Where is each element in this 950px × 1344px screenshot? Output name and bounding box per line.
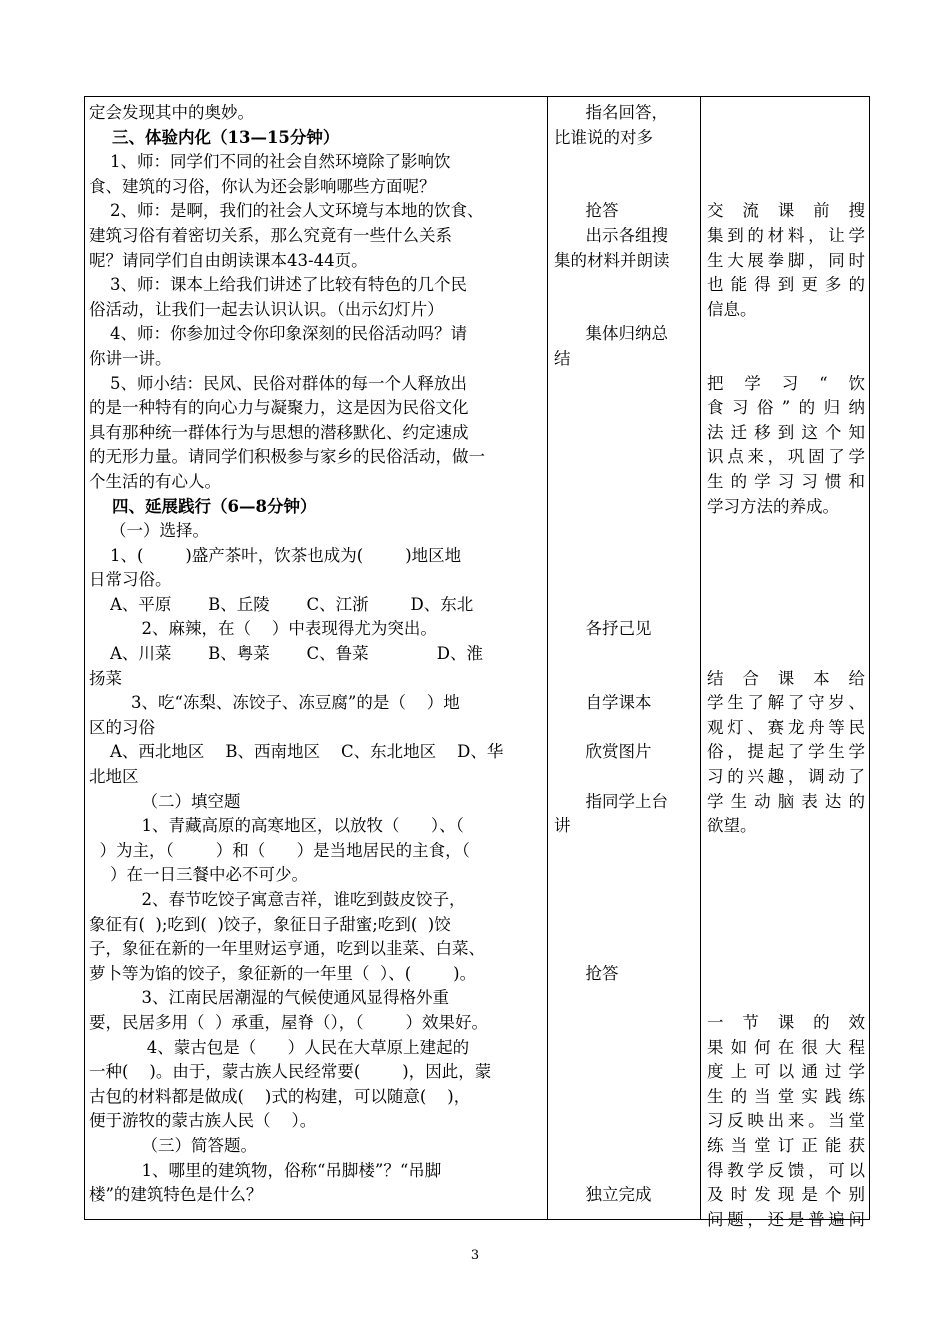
intent-line: 信息。 (707, 299, 757, 319)
blank-line (554, 568, 694, 593)
activity-line: 出示各组搜 (554, 225, 668, 245)
text-line: 具有那种统一群体行为与思想的潜移默化、约定速成 (89, 422, 469, 442)
intent-line: 也能得到更多的 (707, 275, 865, 295)
text-line: （二）填空题 (89, 791, 241, 811)
text-line: 扬菜 (89, 668, 122, 688)
activity-line: 集的材料并朗读 (554, 250, 670, 270)
blank-line (707, 986, 865, 1011)
activity-line: 结 (554, 348, 571, 368)
text-line: 呢？请同学们自由朗读课本43-44页。 (89, 250, 368, 270)
text-line: （三）简答题。 (89, 1135, 257, 1155)
blank-line (554, 667, 694, 692)
text-line: 便于游牧的蒙古族人民（ ）。 (89, 1111, 317, 1131)
text-line: A、平原 B、丘陵 C、江浙 D、东北 (89, 594, 474, 614)
blank-line (554, 495, 694, 520)
blank-line (707, 347, 865, 372)
blank-line (554, 273, 694, 298)
text-line: 3、吃“冻梨、冻饺子、冻豆腐”的是（ ）地 (89, 693, 460, 713)
blank-line (554, 913, 694, 938)
text-line: 象征有( );吃到( )饺子，象征日子甜蜜;吃到( )饺 (89, 914, 451, 934)
blank-line (707, 913, 865, 938)
blank-line (554, 1109, 694, 1134)
text-line: 子，象征在新的一年里财运亨通，吃到以韭菜、白菜、 (89, 939, 485, 959)
blank-line (707, 150, 865, 175)
text-line: 1、哪里的建筑物，俗称“吊脚楼”？“吊脚 (89, 1160, 442, 1180)
text-line: 古包的材料都是做成( )式的构建，可以随意( )， (89, 1086, 471, 1106)
text-line: 5、师小结：民风、民俗对群体的每一个人释放出 (89, 373, 467, 393)
intent-line: 俗，提起了学生学 (707, 742, 865, 762)
activity-line: 抢答 (554, 201, 619, 221)
blank-line (554, 396, 694, 421)
text-line: 3、江南民居潮湿的气候使通风显得格外重 (89, 988, 449, 1008)
blank-line (707, 888, 865, 913)
activity-line: 自学课本 (554, 693, 652, 713)
intent-line: 问题，还是普遍问 (707, 1209, 865, 1229)
blank-line (554, 445, 694, 470)
intent-line: 得教学反馈，可以 (707, 1160, 865, 1180)
intent-line: 集到的材料，让学 (707, 225, 865, 245)
intent-line: 观灯、赛龙舟等民 (707, 717, 865, 737)
text-line: 3、师：课本上给我们讲述了比较有特色的几个民 (89, 275, 467, 295)
blank-line (554, 298, 694, 323)
blank-line (707, 863, 865, 888)
blank-line (707, 175, 865, 200)
blank-line (554, 986, 694, 1011)
blank-line (554, 1159, 694, 1184)
intent-line: 学生了解了守岁、 (707, 693, 865, 713)
text-line: 你讲一讲。 (89, 348, 172, 368)
intent-line: 把学习“饮 (707, 373, 865, 393)
blank-line (554, 1036, 694, 1061)
teaching-process-column (85, 97, 548, 1219)
activity-line: 讲 (554, 816, 571, 836)
text-line: 的无形力量。请同学们积极参与家乡的民俗活动，做一 (89, 447, 485, 467)
blank-line (554, 937, 694, 962)
text-line: 日常习俗。 (89, 570, 172, 590)
text-line: 萝卜等为馅的饺子，象征新的一年里（ ）、( )。 (89, 963, 477, 983)
blank-line (707, 544, 865, 569)
text-line: 四、延展践行（6—8分钟） (89, 496, 317, 516)
text-line: 的是一种特有的向心力与凝聚力，这是因为民俗文化 (89, 398, 469, 418)
blank-line (554, 1134, 694, 1159)
text-line: 俗活动，让我们一起去认识认识。（出示幻灯片） (89, 299, 444, 319)
text-line: ）为主，（ ）和（ ）是当地居民的主食，（ (89, 840, 470, 860)
activity-line: 指同学上台 (554, 791, 668, 811)
text-line: 1、( )盛产茶叶，饮茶也成为( )地区地 (89, 545, 462, 565)
text-line: 2、麻辣，在（ ）中表现得尤为突出。 (89, 619, 437, 639)
text-line: 定会发现其中的奥妙。 (89, 103, 254, 122)
intent-line: 交流课前搜 (707, 201, 865, 221)
text-line: 4、师：你参加过令你印象深刻的民俗活动吗？请 (89, 324, 467, 344)
blank-line (707, 937, 865, 962)
blank-line (554, 544, 694, 569)
blank-line (554, 372, 694, 397)
activity-line: 指名回答， (554, 103, 668, 122)
intent-line: 习反映出来。当堂 (707, 1111, 865, 1131)
intent-line: 果如何在很大程 (707, 1037, 865, 1057)
blank-line (707, 568, 865, 593)
blank-line (554, 1085, 694, 1110)
page-number: 3 (470, 1248, 480, 1263)
text-line: 区的习俗 (89, 717, 155, 737)
text-line: 楼”的建筑特色是什么？ (89, 1185, 263, 1205)
intent-line: 习的兴趣，调动了 (707, 767, 865, 787)
intent-line: 欲望。 (707, 816, 757, 836)
blank-line (554, 421, 694, 446)
activity-line: 独立完成 (554, 1185, 652, 1205)
text-line: （一）选择。 (89, 521, 209, 541)
text-line: 北地区 (89, 767, 139, 787)
text-line: 1、青藏高原的高寒地区，以放牧（ ）、（ (89, 816, 464, 836)
blank-line (554, 765, 694, 790)
lesson-plan-table (84, 96, 870, 1229)
text-line: 三、体验内化（13—15分钟） (89, 127, 340, 147)
intent-line: 法迁移到这个知 (707, 422, 865, 442)
blank-line (707, 126, 865, 151)
blank-line (707, 101, 865, 126)
text-line: ）在一日三餐中必不可少。 (89, 865, 308, 885)
blank-line (554, 888, 694, 913)
text-line: 建筑习俗有着密切关系，那么究竟有一些什么关系 (89, 225, 452, 245)
blank-line (707, 593, 865, 618)
blank-line (554, 150, 694, 175)
blank-line (707, 519, 865, 544)
intent-line: 识点来，巩固了学 (707, 447, 865, 467)
student-activity-column (548, 97, 701, 1219)
intent-line: 生的学习习惯和 (707, 471, 865, 491)
activity-line: 欣赏图片 (554, 742, 652, 762)
blank-line (554, 642, 694, 667)
text-line: 个生活的有心人。 (89, 471, 221, 491)
blank-line (554, 593, 694, 618)
blank-line (707, 642, 865, 667)
intent-line: 学生动脑表达的 (707, 791, 865, 811)
intent-line: 生大展拳脚，同时 (707, 250, 865, 270)
intent-line: 结合课本给 (707, 668, 865, 688)
text-line: 要，民居多用（ ）承重，屋脊（），（ ）效果好。 (89, 1012, 488, 1032)
blank-line (554, 716, 694, 741)
intent-line: 练当堂订正能获 (707, 1135, 865, 1155)
intent-line: 学习方法的养成。 (707, 496, 839, 516)
text-line: A、西北地区 B、西南地区 C、东北地区 D、华 (89, 742, 504, 762)
blank-line (707, 839, 865, 864)
activity-line: 抢答 (554, 963, 619, 983)
blank-line (707, 617, 865, 642)
design-intent-column (701, 97, 871, 1229)
intent-line: 及时发现是个别 (707, 1185, 865, 1205)
activity-line: 比谁说的对多 (554, 127, 653, 147)
text-line: 2、春节吃饺子寓意吉祥，谁吃到鼓皮饺子， (89, 890, 466, 909)
intent-line: 食习俗”的归纳 (707, 398, 865, 418)
text-line: 食、建筑的习俗，你认为还会影响哪些方面呢？ (89, 176, 436, 196)
blank-line (554, 863, 694, 888)
blank-line (707, 962, 865, 987)
activity-line: 集体归纳总 (554, 324, 668, 344)
blank-line (554, 1011, 694, 1036)
text-line: 1、师：同学们不同的社会自然环境除了影响饮 (89, 152, 451, 172)
blank-line (554, 1060, 694, 1085)
blank-line (554, 519, 694, 544)
text-line: 2、师：是啊，我们的社会人文环境与本地的饮食、 (89, 201, 484, 221)
text-line: 4、蒙古包是（ ）人民在大草原上建起的 (89, 1037, 470, 1057)
blank-line (554, 175, 694, 200)
blank-line (554, 470, 694, 495)
blank-line (554, 839, 694, 864)
text-line: 一种( )。由于，蒙古族人民经常要( )，因此，蒙 (89, 1062, 492, 1082)
intent-line: 一节课的效 (707, 1012, 865, 1032)
intent-line: 生的当堂实践练 (707, 1086, 865, 1106)
blank-line (707, 322, 865, 347)
activity-line: 各抒己见 (554, 619, 652, 639)
intent-line: 度上可以通过学 (707, 1062, 865, 1082)
text-line: A、川菜 B、粤菜 C、鲁菜 D、淮 (89, 644, 483, 664)
